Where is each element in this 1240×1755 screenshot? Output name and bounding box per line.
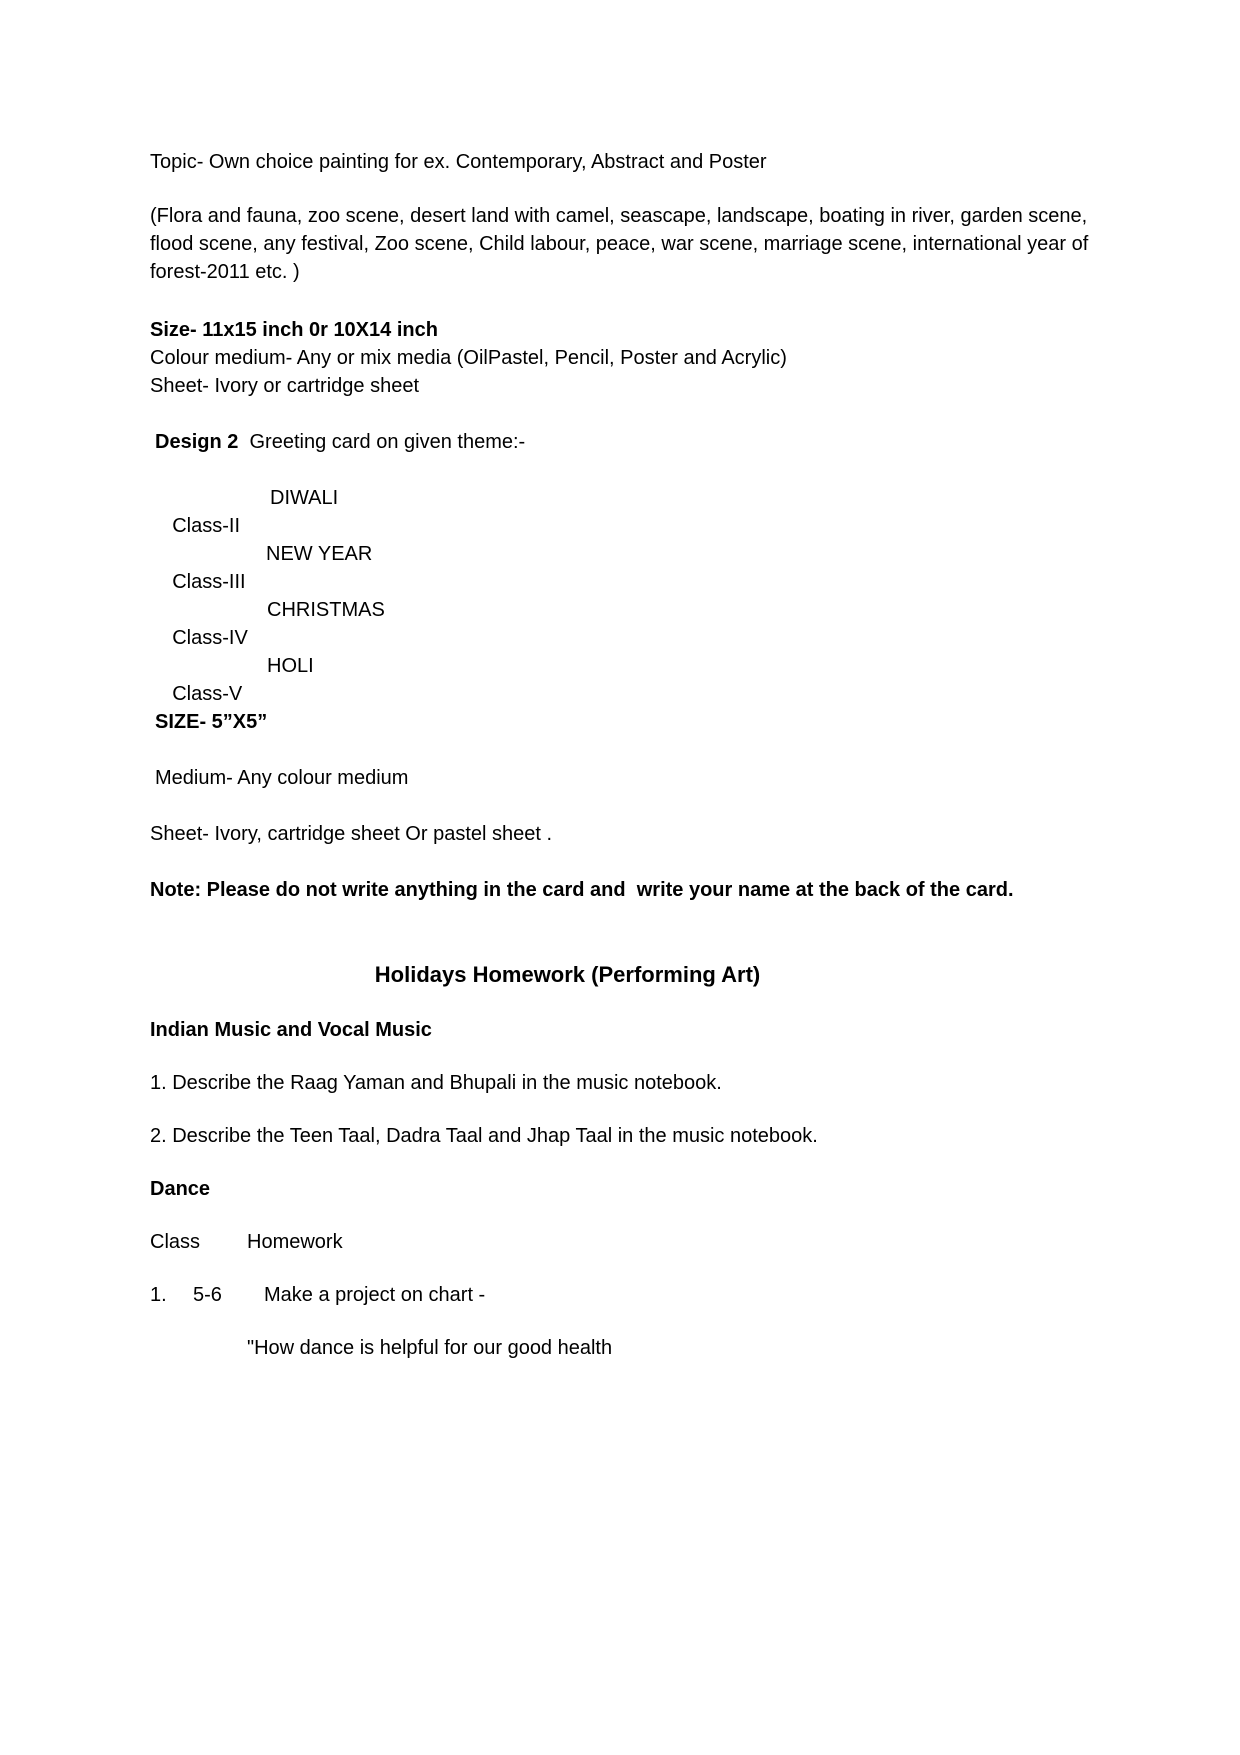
dance-row-task-detail: "How dance is helpful for our good health xyxy=(247,1337,613,1359)
design2-text: Greeting card on given theme:- xyxy=(249,431,526,453)
card-sheet-line: Sheet- Ivory, cartridge sheet Or pastel sheet . xyxy=(150,823,553,845)
dance-row-number: 1. xyxy=(150,1284,167,1306)
design2-label: Design 2 xyxy=(155,431,239,453)
dance-row-class: 5-6 xyxy=(193,1284,222,1306)
class-theme: DIWALI xyxy=(270,487,339,509)
class-theme: HOLI xyxy=(267,655,314,677)
dance-col-homework: Homework xyxy=(247,1231,343,1253)
music-item: 2. Describe the Teen Taal, Dadra Taal and Jhap Taal in the music notebook. xyxy=(150,1125,818,1147)
music-heading: Indian Music and Vocal Music xyxy=(150,1019,432,1041)
class-theme: NEW YEAR xyxy=(266,543,373,565)
sheet-line: Sheet- Ivory or cartridge sheet xyxy=(150,375,420,397)
topic-line: Topic- Own choice painting for ex. Contemporary, Abstract and Poster xyxy=(150,151,767,173)
class-label: Class-III xyxy=(172,571,246,593)
music-item: 1. Describe the Raag Yaman and Bhupali in the music notebook. xyxy=(150,1072,722,1094)
dance-row-task: Make a project on chart - xyxy=(264,1284,486,1306)
class-theme: CHRISTMAS xyxy=(267,599,385,621)
dance-heading: Dance xyxy=(150,1178,211,1200)
class-label: Class-IV xyxy=(172,627,248,649)
colour-medium-line: Colour medium- Any or mix media (OilPastel, Pencil, Poster and Acrylic) xyxy=(150,347,787,369)
design2-line xyxy=(155,428,525,456)
topic-examples: (Flora and fauna, zoo scene, desert land with camel, seascape, landscape, boating in river, garden scene, flood scene, any festival, Zoo scene, Child labour, peace, war scene, marriage scene, international year of forest-2011 etc. ) xyxy=(150,205,1089,283)
card-medium-line: Medium- Any colour medium xyxy=(155,767,409,789)
card-size-line: SIZE- 5”X5” xyxy=(155,711,268,733)
performing-art-title: Holidays Homework (Performing Art) xyxy=(374,962,761,987)
size-line: Size- 11x15 inch 0r 10X14 inch xyxy=(150,319,438,341)
dance-col-class: Class xyxy=(150,1231,201,1253)
class-label: Class-V xyxy=(172,683,243,705)
note-line: Note: Please do not write anything in the card and write your name at the back of the card. xyxy=(150,879,1014,901)
class-label: Class-II xyxy=(172,515,241,537)
